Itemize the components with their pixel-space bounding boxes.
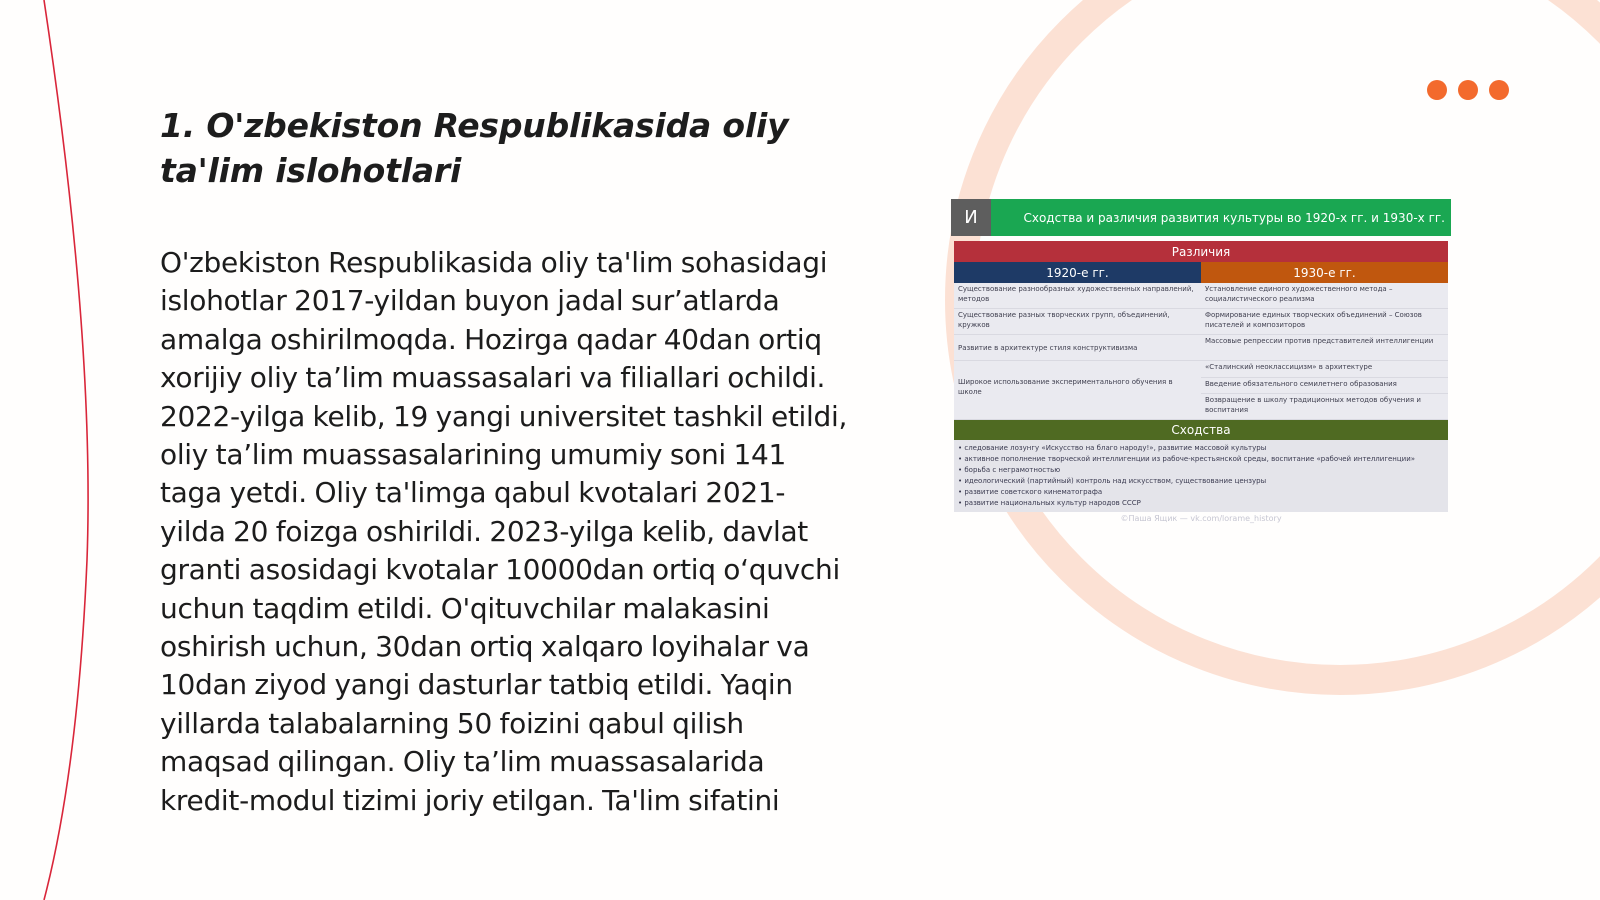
dot-icon [1458, 80, 1478, 100]
list-item: • идеологический (партийный) контроль над искусством, существование цензуры [958, 477, 1267, 485]
image-header-badge: И [951, 199, 991, 236]
list-item: • активное пополнение творческой интеллигенции из рабоче-крестьянской среды, воспитание «рабочей интеллигенции» [958, 455, 1416, 463]
column-1920s [954, 283, 1201, 420]
table-cell: Существование разнообразных художественных направлений, методов [954, 283, 1201, 309]
similarities-list [954, 440, 1448, 512]
list-item: • следование лозунгу «Искусство на благо народу!», развитие массовой культуры [958, 444, 1267, 452]
similarities-heading: Сходства [954, 420, 1448, 440]
list-item: • развитие национальных культур народов СССР [958, 499, 1141, 507]
slide-title: 1. O'zbekiston Respublikasida oliy ta'lim islohotlari [160, 106, 789, 190]
slide-body-text: O'zbekiston Respublikasida oliy ta'lim sohasidagi islohotlar 2017-yildan buyon jadal sur’atlarda amalga oshirilmoqda. Hozirga qadar 40dan ortiq xorijiy oliy ta’lim muassasalari va filiallari ochildi. 2022-yilga kelib, 19 yangi universitet tashkil etildi, oliy ta’lim muassasalarining umumiy soni 141 taga yetdi. Oliy ta'limga qabul kvotalari 2021-yilda 20 foizga oshirildi. 2023-yilga kelib, davlat granti asosidagi kvotalar 10000dan ortiq o‘quvchi uchun taqdim etildi. O'qituvchilar malakasini oshirish uchun, 30dan ortiq xalqaro loyihalar va 10dan ziyod yangi dasturlar tatbiq etildi. Yaqin yillarda talabalarning 50 foizini qabul qilish maqsad qilingan. Oliy ta’lim muassasalarida kredit-modul tizimi joriy etilgan. Ta'lim sifatini [160, 246, 848, 817]
table-cell: Введение обязательного семилетнего образования [1201, 378, 1448, 394]
column-header-1930s: 1930-е гг. [1201, 262, 1448, 283]
table-cell: Развитие в архитектуре стиля конструктивизма [954, 335, 1201, 361]
comparison-table [954, 241, 1448, 512]
list-item: • борьба с неграмотностью [958, 466, 1061, 474]
list-item: • развитие советского кинематографа [958, 488, 1103, 496]
differences-heading: Различия [954, 241, 1448, 262]
table-cell: Возвращение в школу традиционных методов обучения и воспитания [1201, 394, 1448, 420]
table-cell: Установление единого художественного метода – социалистического реализма [1201, 283, 1448, 309]
table-cell: Массовые репрессии против представителей интеллигенции [1201, 335, 1448, 361]
image-header [951, 199, 1451, 236]
differences-grid [954, 283, 1448, 420]
table-cell: Существование разных творческих групп, объединений, кружков [954, 309, 1201, 335]
dot-icon [1489, 80, 1509, 100]
decorative-dots [1427, 80, 1509, 100]
table-cell: «Сталинский неоклассицизм» в архитектуре [1201, 361, 1448, 378]
table-cell: Формирование единых творческих объединений – Союзов писателей и композиторов [1201, 309, 1448, 335]
dot-icon [1427, 80, 1447, 100]
table-cell: Широкое использование экспериментального обучения в школе [954, 361, 1201, 420]
image-watermark: ©Паша Ящик — vk.com/lorame_history [1120, 514, 1282, 523]
comparison-table-image [951, 199, 1451, 525]
decorative-curve-line [44, 0, 88, 900]
column-1930s [1201, 283, 1448, 420]
column-header-1920s: 1920-е гг. [954, 262, 1201, 283]
column-headers [954, 262, 1448, 283]
image-header-title: Сходства и различия развития культуры во 1920-х гг. и 1930-х гг. [991, 199, 1451, 236]
